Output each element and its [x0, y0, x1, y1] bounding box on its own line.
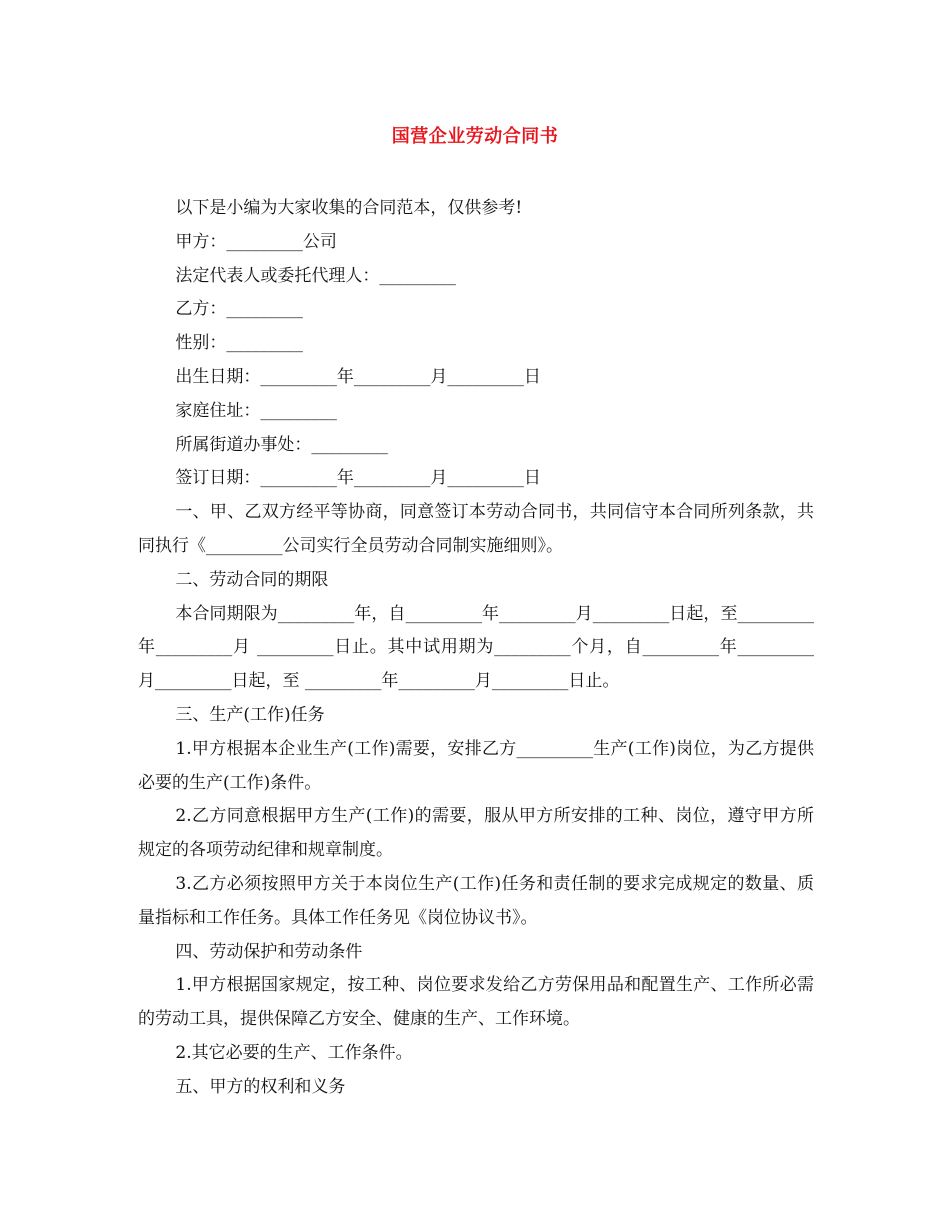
- paragraph-section-1: 一、甲、乙双方经平等协商，同意签订本劳动合同书，共同信守本合同所列条款，共同执行《_________公司实行全员劳动合同制实施细则》。: [138, 502, 814, 556]
- paragraph-task-1: 1.甲方根据本企业生产(工作)需要，安排乙方_________生产(工作)岗位，为乙方提供必要的生产(工作)条件。: [138, 738, 814, 793]
- paragraph-party-b: 乙方：_________: [175, 299, 303, 320]
- section-heading-4: 四、劳动保护和劳动条件: [175, 941, 363, 962]
- paragraph-birth-date: 出生日期：_________年_________月_________日: [175, 366, 541, 387]
- paragraph-protection-2: 2.其它必要的生产、工作条件。: [175, 1042, 413, 1063]
- document-title: 国营企业劳动合同书: [391, 126, 559, 147]
- section-heading-3: 三、生产(工作)任务: [175, 704, 325, 725]
- section-heading-2: 二、劳动合同的期限: [175, 569, 329, 590]
- paragraph-intro: 以下是小编为大家收集的合同范本，仅供参考!: [175, 198, 523, 218]
- paragraph-street-office: 所属街道办事处：_________: [175, 434, 388, 455]
- paragraph-task-3: 3.乙方必须按照甲方关于本岗位生产(工作)任务和责任制的要求完成规定的数量、质量指标和工作任务。具体工作任务见《岗位协议书》。: [138, 873, 814, 928]
- paragraph-protection-1: 1.甲方根据国家规定，按工种、岗位要求发给乙方劳保用品和配置生产、工作所必需的劳动工具，提供保障乙方安全、健康的生产、工作环境。: [138, 975, 814, 1030]
- paragraph-signing-date: 签订日期：_________年_________月_________日: [175, 468, 541, 489]
- paragraph-gender: 性别：_________: [175, 333, 303, 354]
- paragraph-home-address: 家庭住址：_________: [175, 400, 337, 421]
- section-heading-5: 五、甲方的权利和义务: [175, 1076, 346, 1097]
- paragraph-contract-term: 本合同期限为_________年，自_________年_________月_________日起，至_________年_________月 _________日止。其中试用期为_________个月，自_________年_________月_________日起，至 _________年_________月_________日止。: [138, 603, 814, 692]
- paragraph-party-a: 甲方：_________公司: [175, 231, 337, 252]
- paragraph-task-2: 2.乙方同意根据甲方生产(工作)的需要，服从甲方所安排的工种、岗位，遵守甲方所规定的各项劳动纪律和规章制度。: [138, 806, 814, 861]
- paragraph-legal-representative: 法定代表人或委托代理人：_________: [175, 265, 456, 286]
- document-body: [138, 192, 814, 1105]
